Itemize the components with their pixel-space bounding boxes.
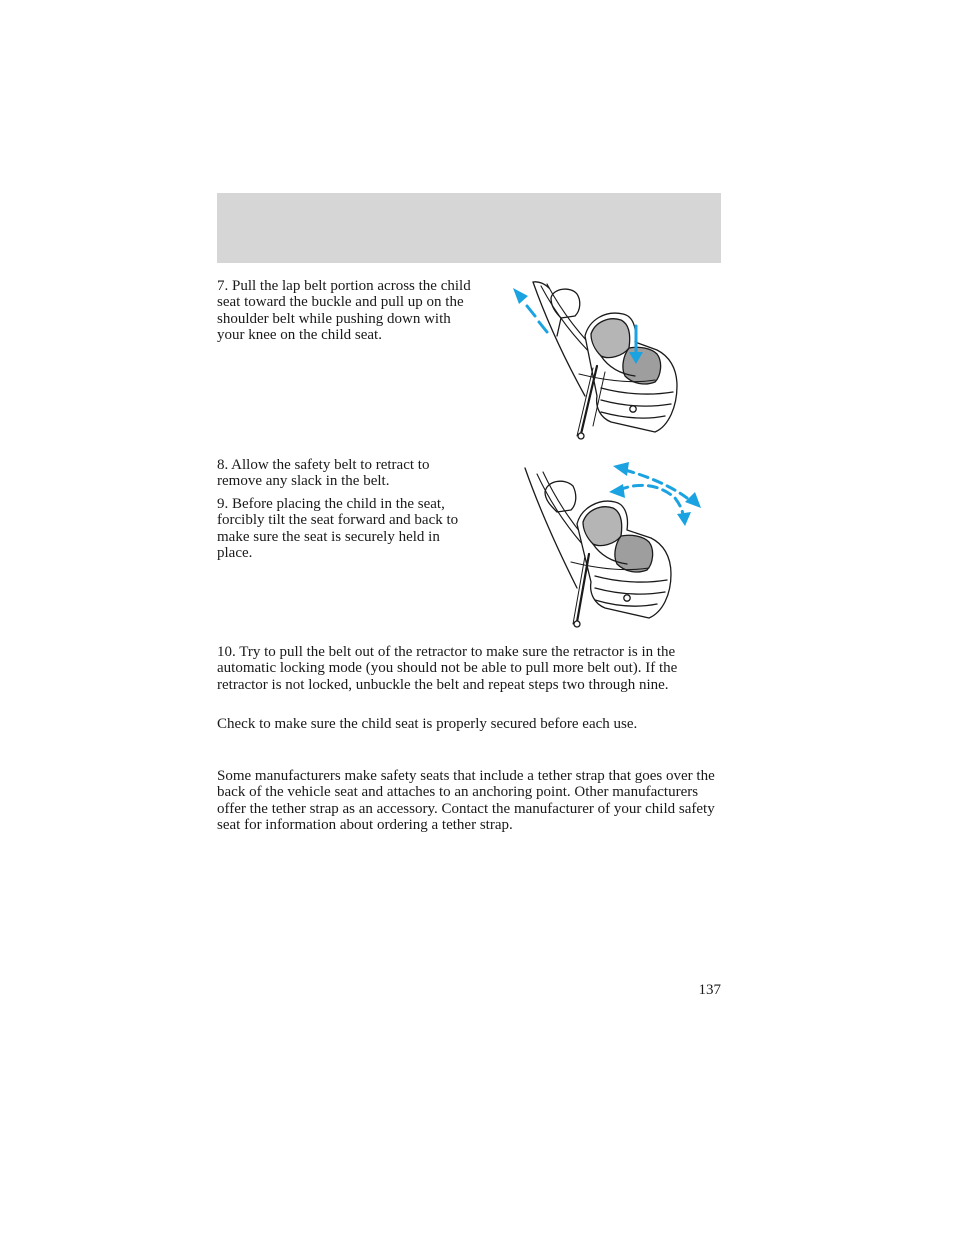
tether-strap-text: Some manufacturers make safety seats that include a tether strap that goes over the back of the vehicle seat and attaches to an anchoring point. Other manufacturers offer the tether strap as an accessory. Contact the manufacturer of your child safety seat for information about ordering a tether strap. (217, 768, 715, 834)
step-9-text: 9. Before placing the child in the seat, forcibly tilt the seat forward and back to make sure the seat is securely held in place. (217, 496, 459, 562)
step-7-text: 7. Pull the lap belt portion across the child seat toward the buckle and pull up on the shoulder belt while pushing down with your knee on the child seat. (217, 278, 471, 344)
section-header-band (217, 193, 721, 263)
child-seat-tilt-check-illustration (515, 458, 710, 633)
page-number: 137 (698, 982, 721, 998)
check-secured-text: Check to make sure the child seat is properly secured before each use. (217, 716, 638, 732)
step-8-text: 8. Allow the safety belt to retract to remove any slack in the belt. (217, 457, 430, 490)
step-10-text: 10. Try to pull the belt out of the retractor to make sure the retractor is in the automatic locking mode (you should not be able to pull more belt out). If the retractor is not locked, unbuckle the belt and repeat steps two through nine. (217, 644, 678, 693)
child-seat-pull-belt-illustration (505, 276, 685, 444)
